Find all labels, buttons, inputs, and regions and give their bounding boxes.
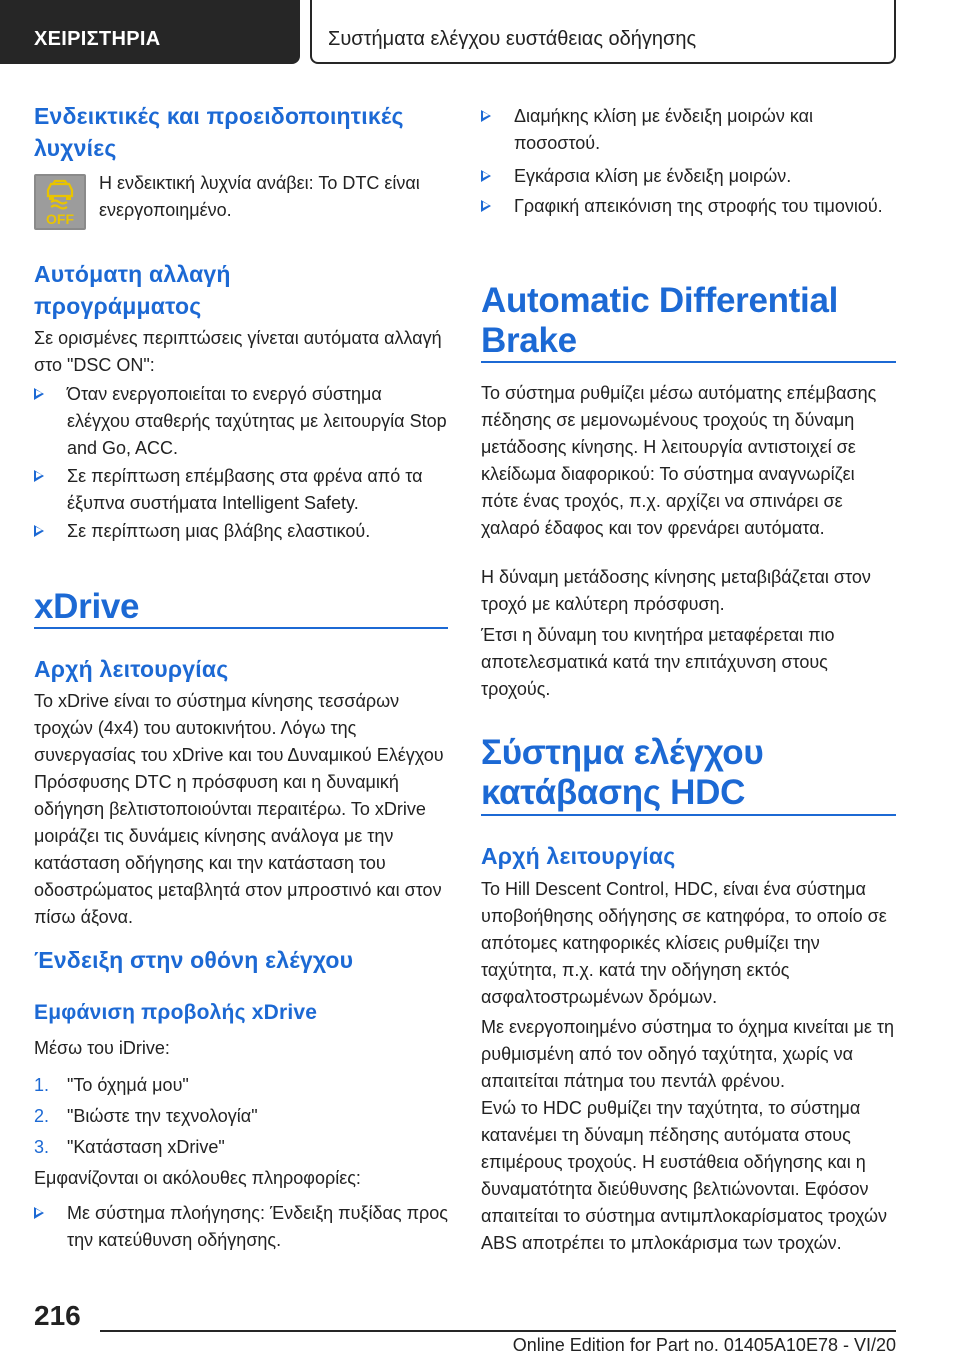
auto-change-heading: Αυτόματη αλλαγή προγράμματος (34, 261, 231, 319)
xdrive-text: Το xDrive είναι το σύστημα κίνησης τεσσάρων τροχών (4x4) του αυτοκινήτου. Λόγω της συνεργασίας του xDrive και του Δυναμικού Ελέγχου Πρόσφυσης DTC η πρόσφυση και η δυναμική οδήγηση βελτιστοποιούνται περαιτέρω. Το xDrive μοιράζει τις δυνάμεις κίνησης ανάλογα με την κατάσταση οδήγησης και την κατάσταση του οδοστρώματος μεταβλητά στον μπροστινό και στον πίσω άξονα. (34, 691, 444, 927)
hdc-text-2: Με ενεργοποιημένο σύστημα το όχημα κινείται με τη ρυθμισμένη από τον οδηγό ταχύτητα, χωρίς να απαιτείται πάτημα του πεντάλ φρένου. (481, 1017, 895, 1091)
info-bullet: Διαμήκης κλίση με ένδειξη μοιρών και ποσοστού. (481, 103, 891, 157)
info-bullet: Γραφική απεικόνιση της στροφής του τιμονιού. (481, 193, 891, 220)
step-item: 1. "Το όχημά μου" (34, 1075, 189, 1095)
step-item: 2. "Βιώστε την τεχνολογία" (34, 1106, 258, 1126)
header-topic-tab (310, 0, 896, 64)
adb-text-2: Η δύναμη μετάδοσης κίνησης μεταβιβάζεται στον τροχό με καλύτερη πρόσφυση. (481, 567, 871, 614)
xdrive-divider (34, 627, 448, 629)
hdc-principle-heading: Αρχή λειτουργίας (481, 843, 676, 869)
hdc-text-1: Το Hill Descent Control, HDC, είναι ένα σύστημα υποβοήθησης οδήγησης σε κατηφόρα, το οποίο σε απότομες κατηφορικές κλίσεις ρυθμίζει την ταχύτητα, π.χ. κατά την οδήγηση εκτός ασφαλτοστρωμένων δρόμων. (481, 879, 887, 1007)
bullet-triangle-icon (481, 170, 491, 182)
dtc-off-label: OFF (46, 211, 74, 227)
info-intro: Εμφανίζονται οι ακόλουθες πληροφορίες: (34, 1168, 361, 1188)
header-section-title: ΧΕΙΡΙΣΤΗΡΙΑ (34, 28, 161, 50)
page-number: 216 (34, 1300, 81, 1331)
indicators-heading: Ενδεικτικές και προειδοποιητικές λυχνίες (34, 103, 404, 161)
bullet-triangle-icon (481, 200, 491, 212)
adb-text-3: Έτσι η δύναμη του κινητήρα μεταφέρεται πιο αποτελεσματικά κατά την επιτάχυνση στους τροχούς. (481, 625, 835, 699)
step-item: 3. "Κατάσταση xDrive" (34, 1137, 225, 1157)
hdc-text-3: Ενώ το HDC ρυθμίζει την ταχύτητα, το σύστημα κατανέμει τη δύναμη πέδησης αυτόματα στους επιμέρους τροχούς. Η ευστάθεια οδήγησης και η δυναματότητα διεύθυνσης βελτιώνονται. Εφόσον απαιτείται το σύστημα αντιμπλοκαρίσματος τροχών ABS αποτρέπει το μπλοκάρισμα των τροχών. (481, 1098, 887, 1253)
xdrive-title: xDrive (34, 587, 140, 626)
xdrive-principle-heading: Αρχή λειτουργίας (34, 656, 229, 682)
auto-bullet: Σε περίπτωση μιας βλάβης ελαστικού. (34, 518, 448, 545)
dtc-off-icon (34, 174, 86, 230)
footer-edition: Online Edition for Part no. 01405A10E78 - VI/20 (512, 1335, 896, 1355)
bullet-triangle-icon (34, 470, 44, 482)
header-section-tab (0, 0, 300, 64)
show-xdrive-heading: Εμφάνιση προβολής xDrive (34, 1001, 318, 1024)
footer-divider (100, 1330, 896, 1332)
hdc-divider (481, 814, 896, 816)
auto-bullet: Σε περίπτωση επέμβασης στα φρένα από τα έξυπνα συστήματα Intelligent Safety. (34, 463, 448, 517)
adb-title: Automatic Differential Brake (481, 281, 839, 360)
auto-bullet: Όταν ενεργοποιείται το ενεργό σύστημα ελέγχου σταθερής ταχύτητας με λειτουργία Stop and Go, ACC. (34, 381, 448, 462)
info-bullet: Εγκάρσια κλίση με ένδειξη μοιρών. (481, 163, 891, 190)
adb-divider (481, 361, 896, 363)
via-idrive-text: Μέσω του iDrive: (34, 1038, 170, 1058)
adb-text-1: Το σύστημα ρυθμίζει μέσω αυτόματης επέμβασης πέδησης σε μεμονωμένους τροχούς τη δύναμη μετάδοσης κίνησης. Η λειτουργία αντιστοιχεί σε κλείδωμα διαφορικού: Το σύστημα αναγνωρίζει πότε ένας τροχός, π.χ. αρχίζει να σπινάρει σε χαλαρό έδαφος και τον φρενάρει αυτόματα. (481, 383, 877, 538)
auto-change-intro: Σε ορισμένες περιπτώσεις γίνεται αυτόματα αλλαγή στο "DSC ON": (34, 328, 442, 375)
bullet-triangle-icon (34, 1207, 44, 1219)
info-bullet: Με σύστημα πλοήγησης: Ένδειξη πυξίδας προς την κατεύθυνση οδήγησης. (34, 1200, 448, 1254)
bullet-triangle-icon (481, 110, 491, 122)
display-heading: Ένδειξη στην οθόνη ελέγχου (34, 947, 354, 973)
hdc-title: Σύστημα ελέγχου κατάβασης HDC (481, 733, 764, 812)
bullet-triangle-icon (34, 525, 44, 537)
indicator-text: Η ενδεικτική λυχνία ανάβει: Το DTC είναι ενεργοποιημένο. (99, 173, 420, 220)
bullet-triangle-icon (34, 388, 44, 400)
header-topic-title: Συστήματα ελέγχου ευστάθειας οδήγησης (328, 28, 697, 50)
